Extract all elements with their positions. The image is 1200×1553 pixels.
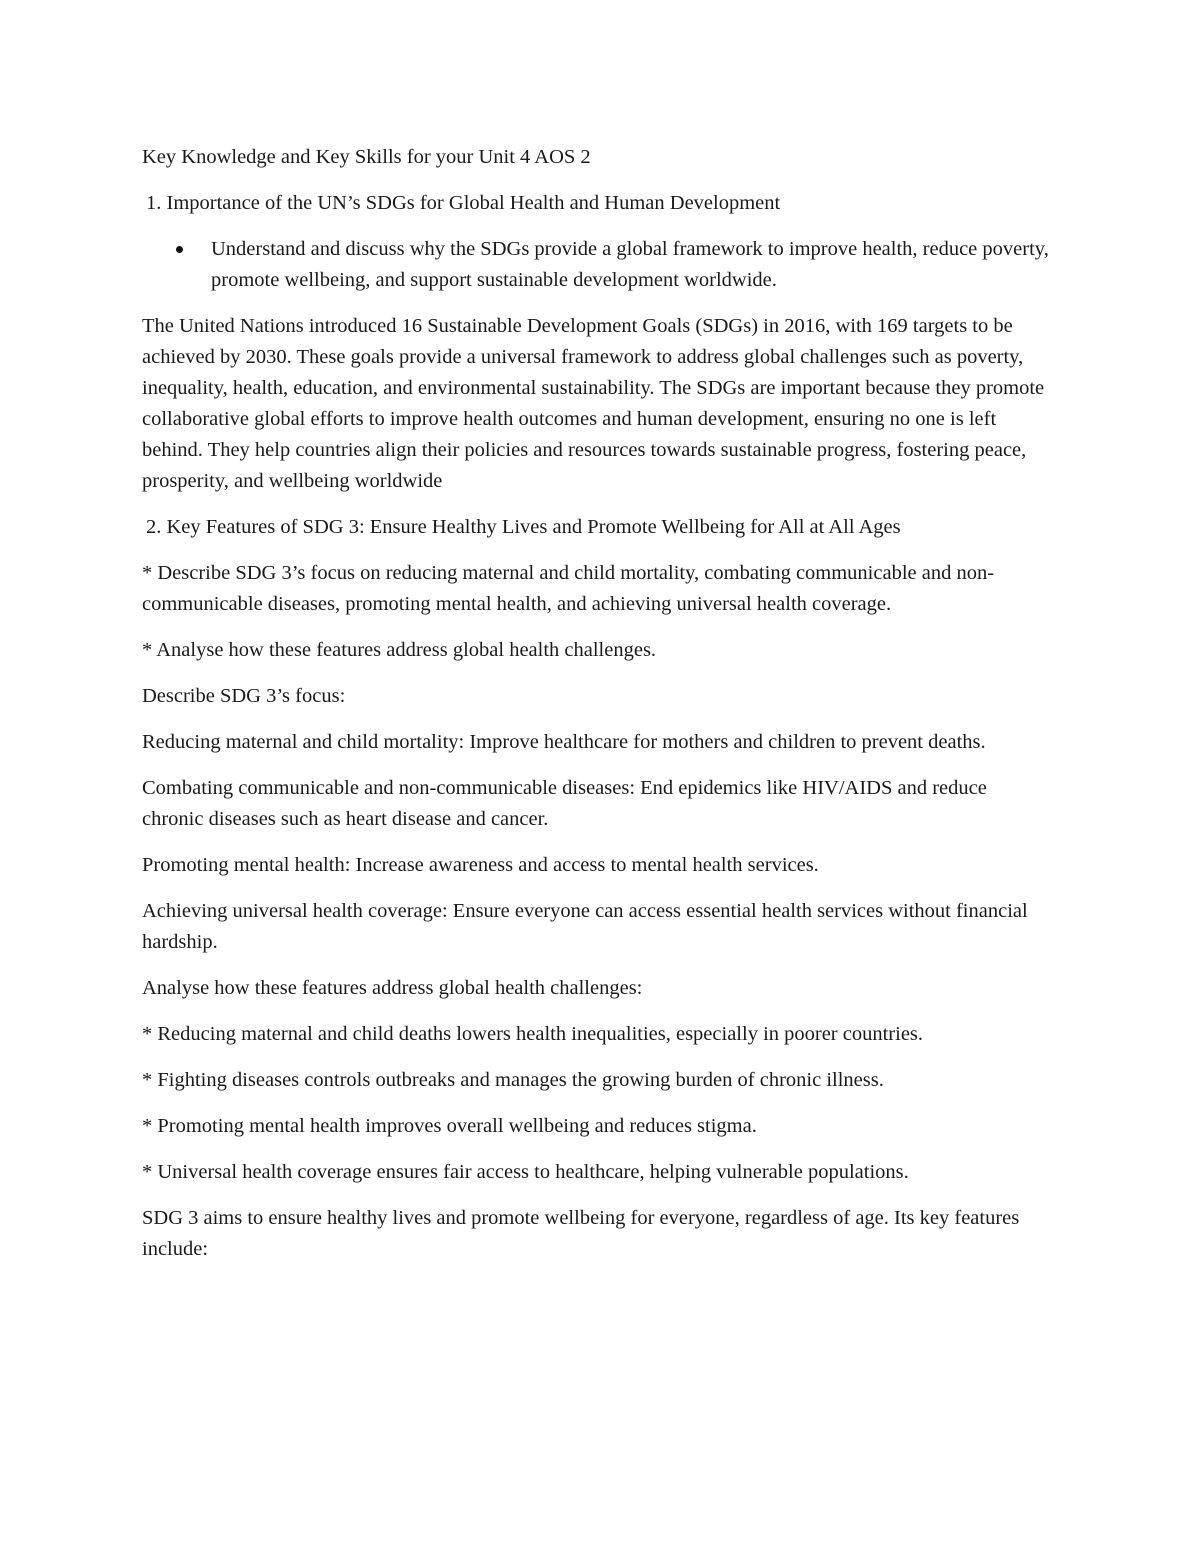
section-2-task-describe: * Describe SDG 3’s focus on reducing maternal and child mortality, combating communicable and non-communicable diseases, promoting mental health, and achieving universal health coverage. xyxy=(142,562,995,615)
focus-item-universal-coverage: Achieving universal health coverage: Ensure everyone can access essential health services without financial hardship. xyxy=(142,900,1028,953)
analyse-heading: Analyse how these features address global health challenges: xyxy=(142,977,643,999)
analyse-item-universal-coverage: * Universal health coverage ensures fair access to healthcare, helping vulnerable populations. xyxy=(142,1161,909,1183)
section-1-heading: 1. Importance of the UN’s SDGs for Global Health and Human Development xyxy=(146,192,781,214)
analyse-item-mental-health: * Promoting mental health improves overall wellbeing and reduces stigma. xyxy=(142,1115,757,1137)
focus-item-mental-health: Promoting mental health: Increase awareness and access to mental health services. xyxy=(142,854,819,876)
focus-item-diseases: Combating communicable and non-communicable diseases: End epidemics like HIV/AIDS and reduce chronic diseases such as heart disease and cancer. xyxy=(142,777,987,830)
bullet-text: Understand and discuss why the SDGs provide a global framework to improve health, reduce poverty, promote wellbeing, and support sustainable development worldwide. xyxy=(211,238,1049,291)
bullet-icon xyxy=(176,246,183,253)
section-2-heading: 2. Key Features of SDG 3: Ensure Healthy Lives and Promote Wellbeing for All at All Ages xyxy=(146,516,901,538)
closing-paragraph: SDG 3 aims to ensure healthy lives and promote wellbeing for everyone, regardless of age. Its key features include: xyxy=(142,1207,1020,1260)
focus-item-maternal-child: Reducing maternal and child mortality: Improve healthcare for mothers and children to prevent deaths. xyxy=(142,731,986,753)
describe-heading: Describe SDG 3’s focus: xyxy=(142,685,346,707)
analyse-item-diseases: * Fighting diseases controls outbreaks and manages the growing burden of chronic illness. xyxy=(142,1069,884,1091)
document-title: Key Knowledge and Key Skills for your Unit 4 AOS 2 xyxy=(142,146,591,168)
list-item xyxy=(142,234,1050,296)
section-1-bullet-list xyxy=(142,234,1050,296)
analyse-item-maternal-child: * Reducing maternal and child deaths lowers health inequalities, especially in poorer countries. xyxy=(142,1023,924,1045)
section-1-paragraph: The United Nations introduced 16 Sustainable Development Goals (SDGs) in 2016, with 169 targets to be achieved by 2030. These goals provide a universal framework to address global challenges such as poverty, inequality, health, education, and environmental sustainability. The SDGs are important because they promote collaborative global efforts to improve health outcomes and human development, ensuring no one is left behind. They help countries align their policies and resources towards sustainable progress, fostering peace, prosperity, and wellbeing worldwide xyxy=(142,315,1045,492)
section-2-task-analyse: * Analyse how these features address global health challenges. xyxy=(142,639,657,661)
